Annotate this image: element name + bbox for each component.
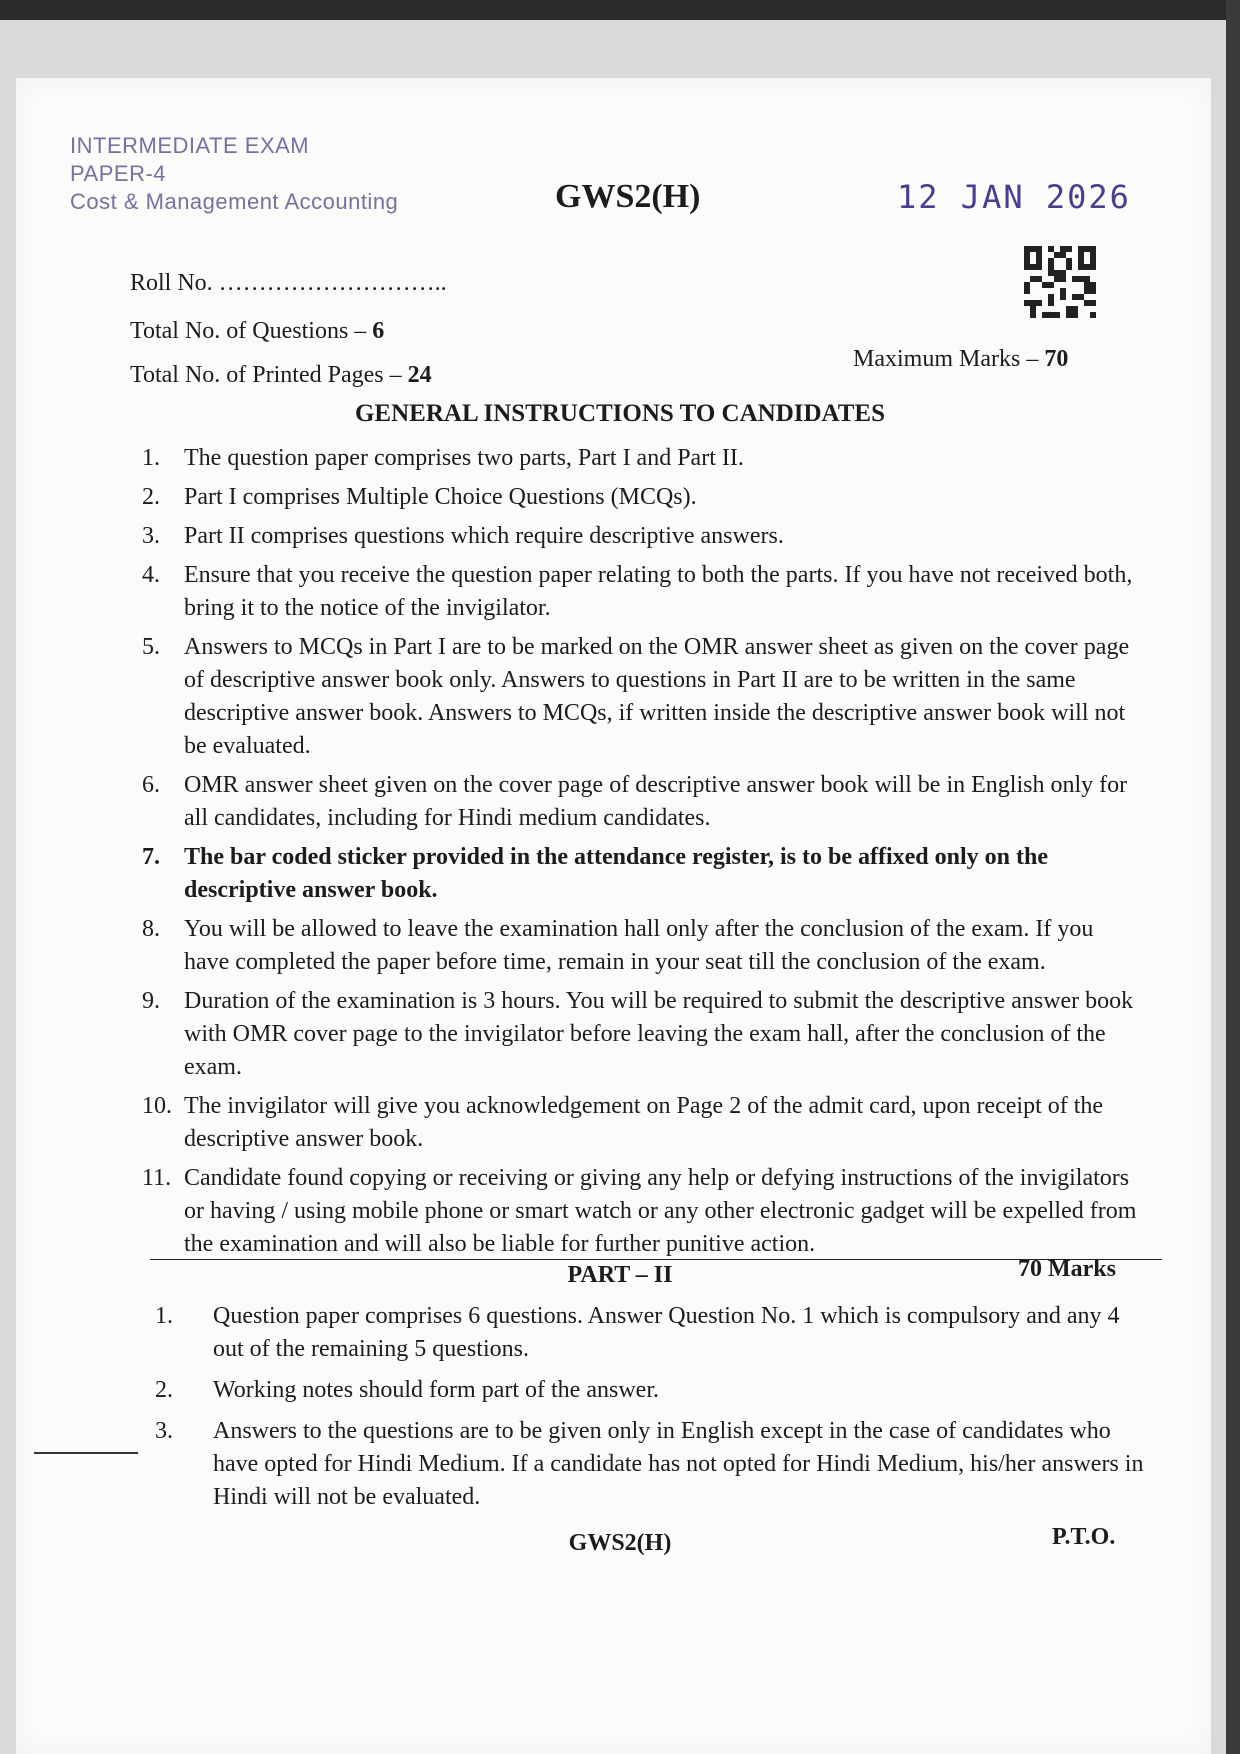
part-two-item bbox=[155, 1415, 1155, 1514]
exam-stamp bbox=[70, 132, 398, 216]
instruction-text: The question paper comprises two parts, Part I and Part II. bbox=[184, 445, 744, 471]
instruction-text: Candidate found copying or receiving or giving any help or defying instructions of the invigilators or having / using mobile phone or smart watch or any other electronic gadget will be expelled from the examination and will also be liable for further punitive action. bbox=[184, 1165, 1137, 1257]
maximum-marks-label: Maximum Marks – bbox=[853, 346, 1045, 372]
total-pages bbox=[130, 362, 432, 389]
part-two-item bbox=[155, 1300, 1155, 1366]
instruction-item bbox=[142, 520, 1142, 553]
total-pages-label: Total No. of Printed Pages – bbox=[130, 362, 408, 388]
instruction-text: OMR answer sheet given on the cover page of descriptive answer book will be in English only for all candidates, including for Hindi medium candidates. bbox=[184, 772, 1128, 831]
part-two-text: Working notes should form part of the answer. bbox=[213, 1377, 659, 1403]
stamp-line-subject: Cost & Management Accounting bbox=[70, 189, 399, 214]
total-pages-value: 24 bbox=[407, 362, 432, 388]
instruction-number: 3. bbox=[142, 523, 160, 549]
instruction-text: Ensure that you receive the question paper relating to both the parts. If you have not received both, bring it to the notice of the invigilator. bbox=[184, 562, 1133, 621]
roll-number-field: Roll No. ……………………….. bbox=[130, 270, 447, 296]
please-turn-over: P.T.O. bbox=[1052, 1524, 1116, 1550]
part-two-text: Answers to the questions are to be given only in English except in the case of candidates who have opted for Hindi Medium. If a candidate has not opted for Hindi Medium, his/her answers in Hindi will not be evaluated. bbox=[213, 1418, 1144, 1510]
paper-code: GWS2(H) bbox=[555, 178, 701, 215]
maximum-marks-value: 70 bbox=[1044, 346, 1069, 372]
exam-date-stamp: 12 JAN 2026 bbox=[897, 178, 1131, 216]
instruction-text: Answers to MCQs in Part I are to be marked on the OMR answer sheet as given on the cover page of descriptive answer book only. Answers to questions in Part II are to be written in the same descriptive answer book. Answers to MCQs, if written inside the descriptive answer book will not be evaluated. bbox=[184, 634, 1130, 759]
part-two-marks: 70 Marks bbox=[1018, 1256, 1116, 1282]
scan-edge-right bbox=[1226, 0, 1240, 1754]
scan-edge-top bbox=[0, 0, 1240, 20]
instruction-number: 2. bbox=[142, 484, 160, 510]
total-questions-value: 6 bbox=[372, 318, 385, 344]
qr-code-icon bbox=[1024, 246, 1096, 318]
instruction-number: 6. bbox=[142, 772, 160, 798]
instruction-number: 8. bbox=[142, 916, 160, 942]
maximum-marks bbox=[853, 346, 1068, 373]
instruction-number: 10. bbox=[142, 1093, 172, 1119]
section-divider bbox=[150, 1259, 1162, 1260]
instructions-heading: GENERAL INSTRUCTIONS TO CANDIDATES bbox=[354, 400, 885, 427]
instruction-number: 11. bbox=[142, 1165, 172, 1191]
part-two-item bbox=[155, 1374, 1155, 1407]
instruction-number: 1. bbox=[142, 445, 160, 471]
instruction-item bbox=[142, 481, 1142, 514]
instruction-number: 5. bbox=[142, 634, 160, 660]
part-two-title: PART – II bbox=[567, 1262, 673, 1288]
total-questions bbox=[130, 318, 384, 345]
instruction-item bbox=[142, 769, 1142, 835]
instruction-text: The bar coded sticker provided in the attendance register, is to be affixed only on the descriptive answer book. bbox=[184, 844, 1048, 903]
instruction-item bbox=[142, 631, 1142, 763]
instruction-item bbox=[142, 442, 1142, 475]
instruction-item bbox=[142, 559, 1142, 625]
part-two-text: Question paper comprises 6 questions. Answer Question No. 1 which is compulsory and any 4 out of the remaining 5 questions. bbox=[213, 1303, 1120, 1362]
instruction-text: You will be allowed to leave the examination hall only after the conclusion of the exam. If you have completed the paper before time, remain in your seat till the conclusion of the exam. bbox=[184, 916, 1094, 975]
instruction-text: The invigilator will give you acknowledgement on Page 2 of the admit card, upon receipt of the descriptive answer book. bbox=[184, 1093, 1104, 1152]
instruction-text: Part I comprises Multiple Choice Questions (MCQs). bbox=[184, 484, 697, 510]
instruction-item bbox=[142, 1090, 1142, 1156]
instruction-number: 9. bbox=[142, 988, 160, 1014]
instruction-item bbox=[142, 913, 1142, 979]
stamp-line-exam: INTERMEDIATE EXAM bbox=[70, 133, 310, 158]
instruction-text: Part II comprises questions which require descriptive answers. bbox=[184, 523, 784, 549]
instruction-number: 7. bbox=[142, 844, 160, 870]
instruction-number: 4. bbox=[142, 562, 160, 588]
part-two-number: 1. bbox=[155, 1303, 173, 1329]
instruction-text: Duration of the examination is 3 hours. You will be required to submit the descriptive answer book with OMR cover page to the invigilator before leaving the exam hall, after the conclusion of the exam. bbox=[184, 988, 1134, 1080]
stamp-line-paper: PAPER-4 bbox=[70, 161, 167, 186]
instruction-item bbox=[142, 985, 1142, 1084]
part-two-number: 2. bbox=[155, 1377, 173, 1403]
margin-mark bbox=[34, 1452, 138, 1454]
total-questions-label: Total No. of Questions – bbox=[130, 318, 373, 344]
part-two-instructions-list bbox=[155, 1300, 1155, 1522]
footer-paper-code: GWS2(H) bbox=[568, 1530, 672, 1556]
instruction-item bbox=[142, 1162, 1142, 1261]
part-two-number: 3. bbox=[155, 1418, 173, 1444]
general-instructions-list bbox=[142, 442, 1142, 1267]
instruction-item bbox=[142, 841, 1142, 907]
